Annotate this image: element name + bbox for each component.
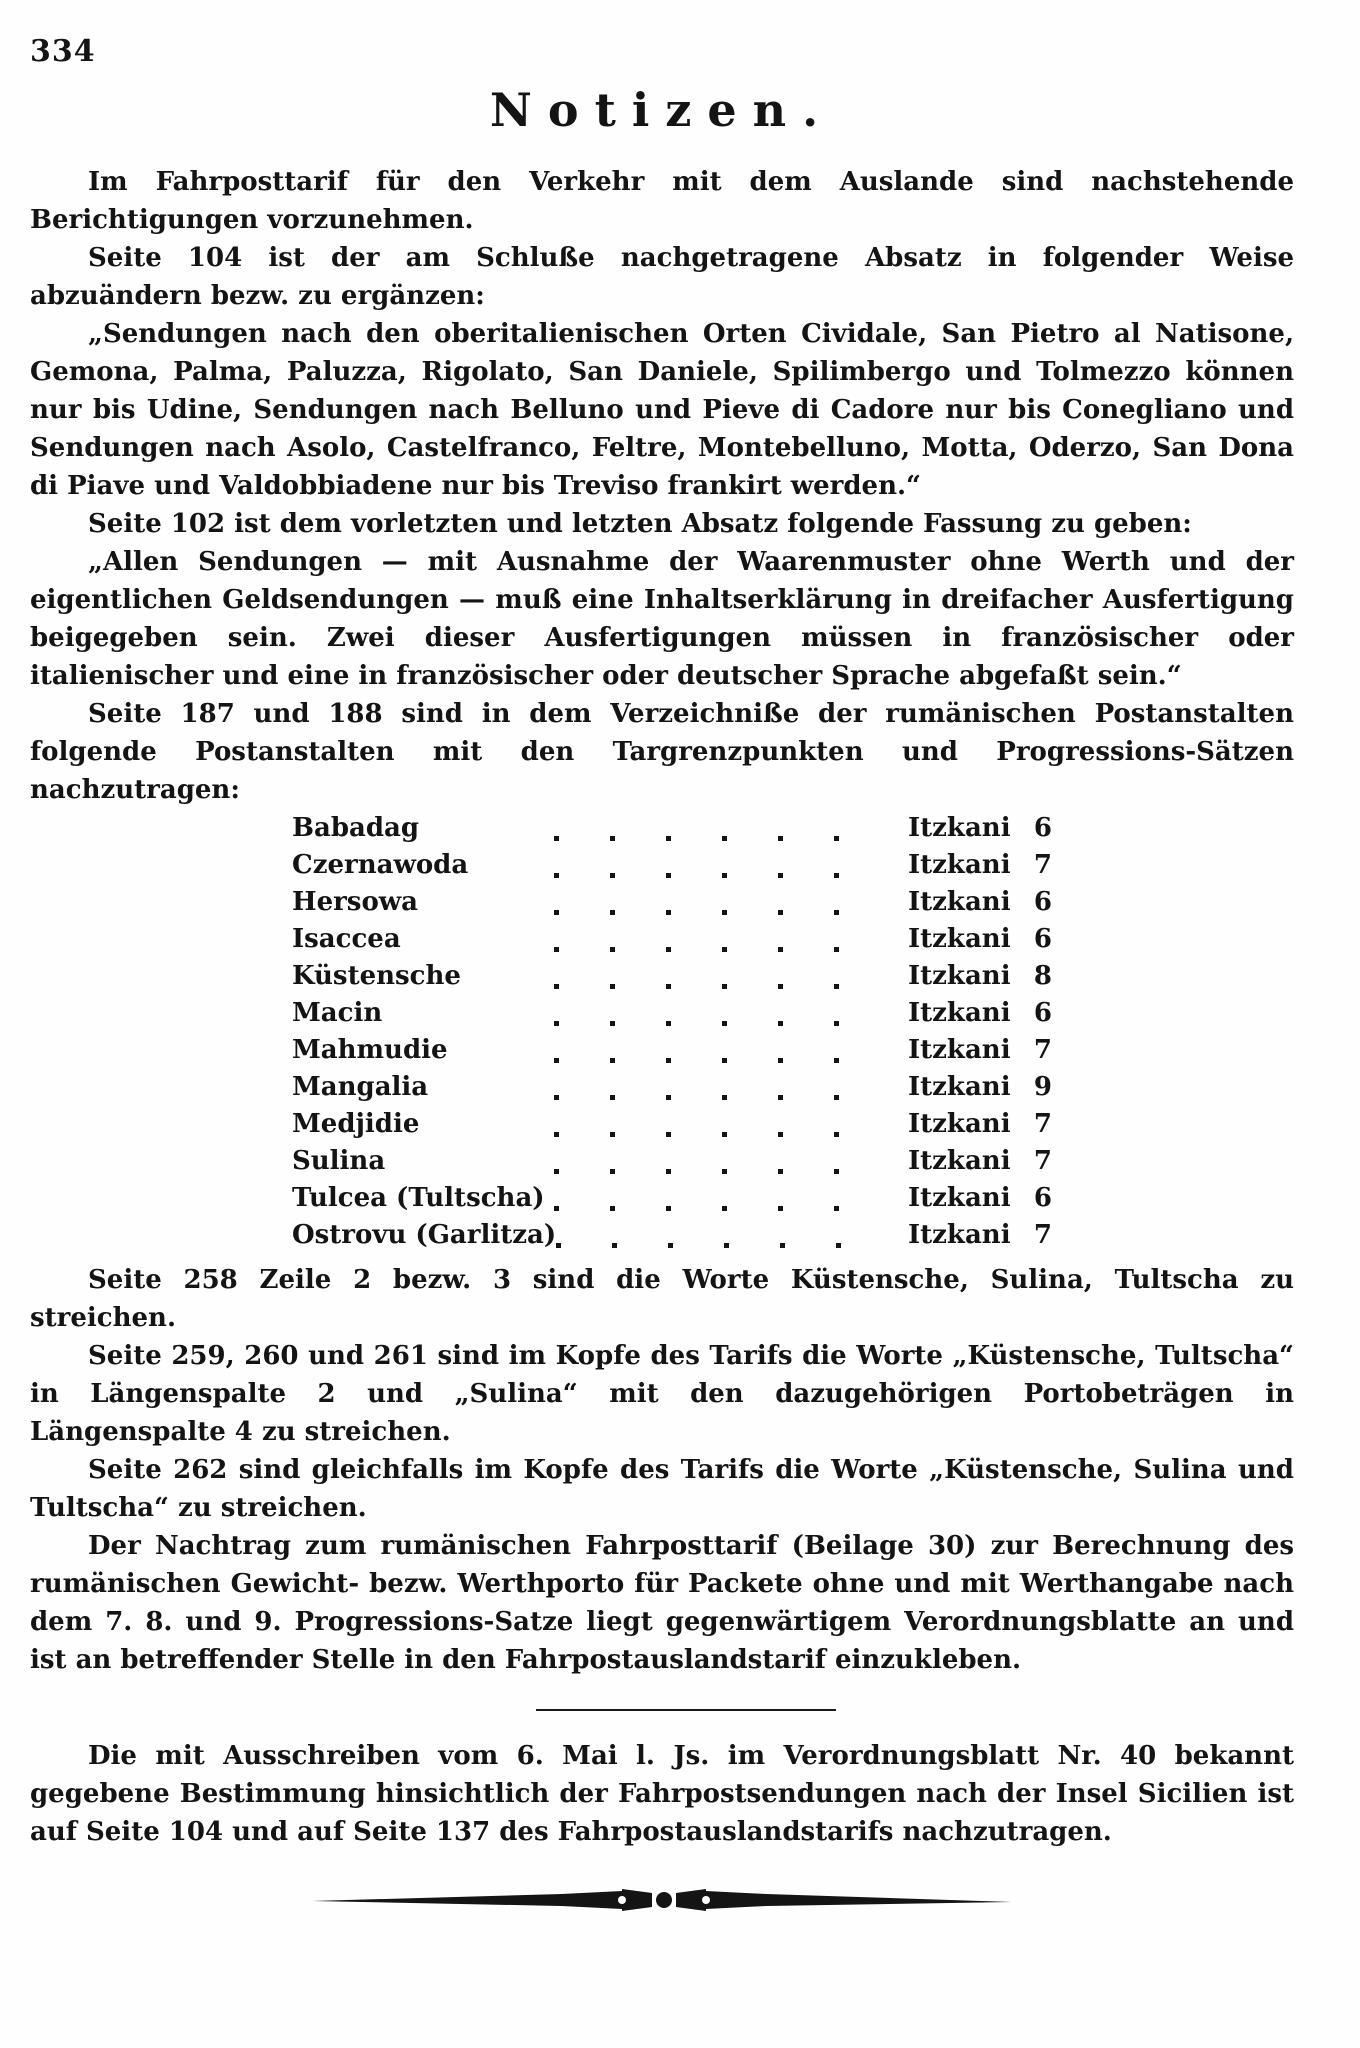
- via-office: Itzkani: [908, 887, 1011, 917]
- paragraph: Der Nachtrag zum rumänischen Fahrposttarif (Beilage 30) zur Berechnung des rumänischen Gewicht- bezw. Werthporto für Packete ohne und mit Werthangabe nach dem 7. 8. und 9. Progressions-Satze liegt gegenwärtigem Verordnungsblatte an und ist an betreffender Stelle in den Fahrpostauslandstarif einzukleben.: [30, 1531, 1294, 1675]
- table-row: [292, 998, 1052, 1035]
- paragraph: Seite 104 ist der am Schluße nachgetragene Absatz in folgender Weise abzuändern bezw. zu ergänzen:: [30, 243, 1294, 311]
- progression-rate: 7: [1033, 1109, 1052, 1139]
- dot-leader: [554, 1132, 890, 1137]
- via-office: Itzkani: [908, 1035, 1011, 1065]
- place-name: Sulina: [292, 1146, 386, 1176]
- place-name: Küstensche: [292, 961, 461, 991]
- via-office: Itzkani: [908, 1220, 1011, 1250]
- place-name: Mahmudie: [292, 1035, 448, 1065]
- dot-leader: [554, 1058, 890, 1063]
- paragraph: Seite 258 Zeile 2 bezw. 3 sind die Worte Küstensche, Sulina, Tultscha zu streichen.: [30, 1265, 1294, 1333]
- progression-rate: 6: [1033, 887, 1052, 917]
- via-office: Itzkani: [908, 1183, 1011, 1213]
- paragraph: Seite 262 sind gleichfalls im Kopfe des Tarifs die Worte „Küstensche, Sulina und Tultscha“ zu streichen.: [30, 1455, 1294, 1523]
- via-office: Itzkani: [908, 1072, 1011, 1102]
- progression-rate: 6: [1033, 998, 1052, 1028]
- postal-rate-table: [292, 813, 1052, 1257]
- dot-leader: [556, 1243, 890, 1248]
- table-row: [292, 961, 1052, 998]
- place-name: Macin: [292, 998, 383, 1028]
- dot-leader: [554, 947, 890, 952]
- section-divider-rule: [536, 1709, 836, 1711]
- dot-leader: [554, 910, 890, 915]
- tailpiece-ornament: [312, 1885, 1012, 1915]
- paragraph: Seite 259, 260 und 261 sind im Kopfe des Tarifs die Worte „Küstensche, Tultscha“ in Längenspalte 2 und „Sulina“ mit den dazugehörigen Portobeträgen in Längenspalte 4 zu streichen.: [30, 1341, 1294, 1447]
- place-name: Hersowa: [292, 887, 419, 917]
- place-name: Ostrovu (Garlitza): [292, 1220, 557, 1250]
- paragraph: Die mit Ausschreiben vom 6. Mai l. Js. im Verordnungsblatt Nr. 40 bekannt gegebene Bestimmung hinsichtlich der Fahrpostsendungen nach der Insel Sicilien ist auf Seite 104 und auf Seite 137 des Fahrpostauslandstarifs nachzutragen.: [30, 1741, 1294, 1847]
- via-office: Itzkani: [908, 1146, 1011, 1176]
- document-body: [30, 163, 1294, 1851]
- via-office: Itzkani: [908, 813, 1011, 843]
- progression-rate: 7: [1033, 1035, 1052, 1065]
- progression-rate: 7: [1033, 1146, 1052, 1176]
- progression-rate: 9: [1033, 1072, 1052, 1102]
- table-row: [292, 924, 1052, 961]
- paragraph: „Allen Sendungen — mit Ausnahme der Waarenmuster ohne Werth und der eigentlichen Geldsendungen — muß eine Inhaltserklärung in dreifacher Ausfertigung beigegeben sein. Zwei dieser Ausfertigungen müssen in französischer oder italienischer und eine in französischer oder deutscher Sprache abgefaßt sein.“: [30, 547, 1294, 691]
- table-row: [292, 1220, 1052, 1257]
- place-name: Mangalia: [292, 1072, 429, 1102]
- via-office: Itzkani: [908, 1109, 1011, 1139]
- place-name: Isaccea: [292, 924, 401, 954]
- place-name: Tulcea (Tultscha): [292, 1183, 545, 1213]
- via-office: Itzkani: [908, 998, 1011, 1028]
- via-office: Itzkani: [908, 850, 1011, 880]
- table-row: [292, 887, 1052, 924]
- dot-leader: [554, 873, 890, 878]
- table-row: [292, 1035, 1052, 1072]
- progression-rate: 6: [1033, 1183, 1052, 1213]
- dot-leader: [554, 1095, 890, 1100]
- table-row: [292, 1146, 1052, 1183]
- dot-leader: [554, 836, 890, 841]
- progression-rate: 7: [1033, 850, 1052, 880]
- paragraph: Seite 187 und 188 sind in dem Verzeichniße der rumänischen Postanstalten folgende Postanstalten mit den Targrenzpunkten und Progressions-Sätzen nachzutragen:: [30, 699, 1294, 805]
- place-name: Czernawoda: [292, 850, 469, 880]
- via-office: Itzkani: [908, 924, 1011, 954]
- table-row: [292, 850, 1052, 887]
- paragraph: „Sendungen nach den oberitalienischen Orten Cividale, San Pietro al Natisone, Gemona, Palma, Paluzza, Rigolato, San Daniele, Spilimbergo und Tolmezzo können nur bis Udine, Sendungen nach Belluno und Pieve di Cadore nur bis Conegliano und Sendungen nach Asolo, Castelfranco, Feltre, Montebelluno, Motta, Oderzo, San Dona di Piave und Valdobbiadene nur bis Treviso frankirt werden.“: [30, 319, 1294, 501]
- progression-rate: 7: [1033, 1220, 1052, 1250]
- progression-rate: 6: [1033, 924, 1052, 954]
- table-row: [292, 1072, 1052, 1109]
- progression-rate: 8: [1033, 961, 1052, 991]
- dot-leader: [554, 984, 890, 989]
- via-office: Itzkani: [908, 961, 1011, 991]
- table-row: [292, 1109, 1052, 1146]
- paragraph: Seite 102 ist dem vorletzten und letzten Absatz folgende Fassung zu geben:: [88, 509, 1192, 539]
- dot-leader: [554, 1206, 890, 1211]
- table-row: [292, 813, 1052, 850]
- dot-leader: [554, 1021, 890, 1026]
- place-name: Medjidie: [292, 1109, 420, 1139]
- page-title: Notizen.: [489, 83, 835, 137]
- progression-rate: 6: [1033, 813, 1052, 843]
- page-number: 334: [30, 34, 96, 69]
- place-name: Babadag: [292, 813, 420, 843]
- table-row: [292, 1183, 1052, 1220]
- paragraph: Im Fahrposttarif für den Verkehr mit dem Auslande sind nachstehende Berichtigungen vorzunehmen.: [30, 167, 1294, 235]
- dot-leader: [554, 1169, 890, 1174]
